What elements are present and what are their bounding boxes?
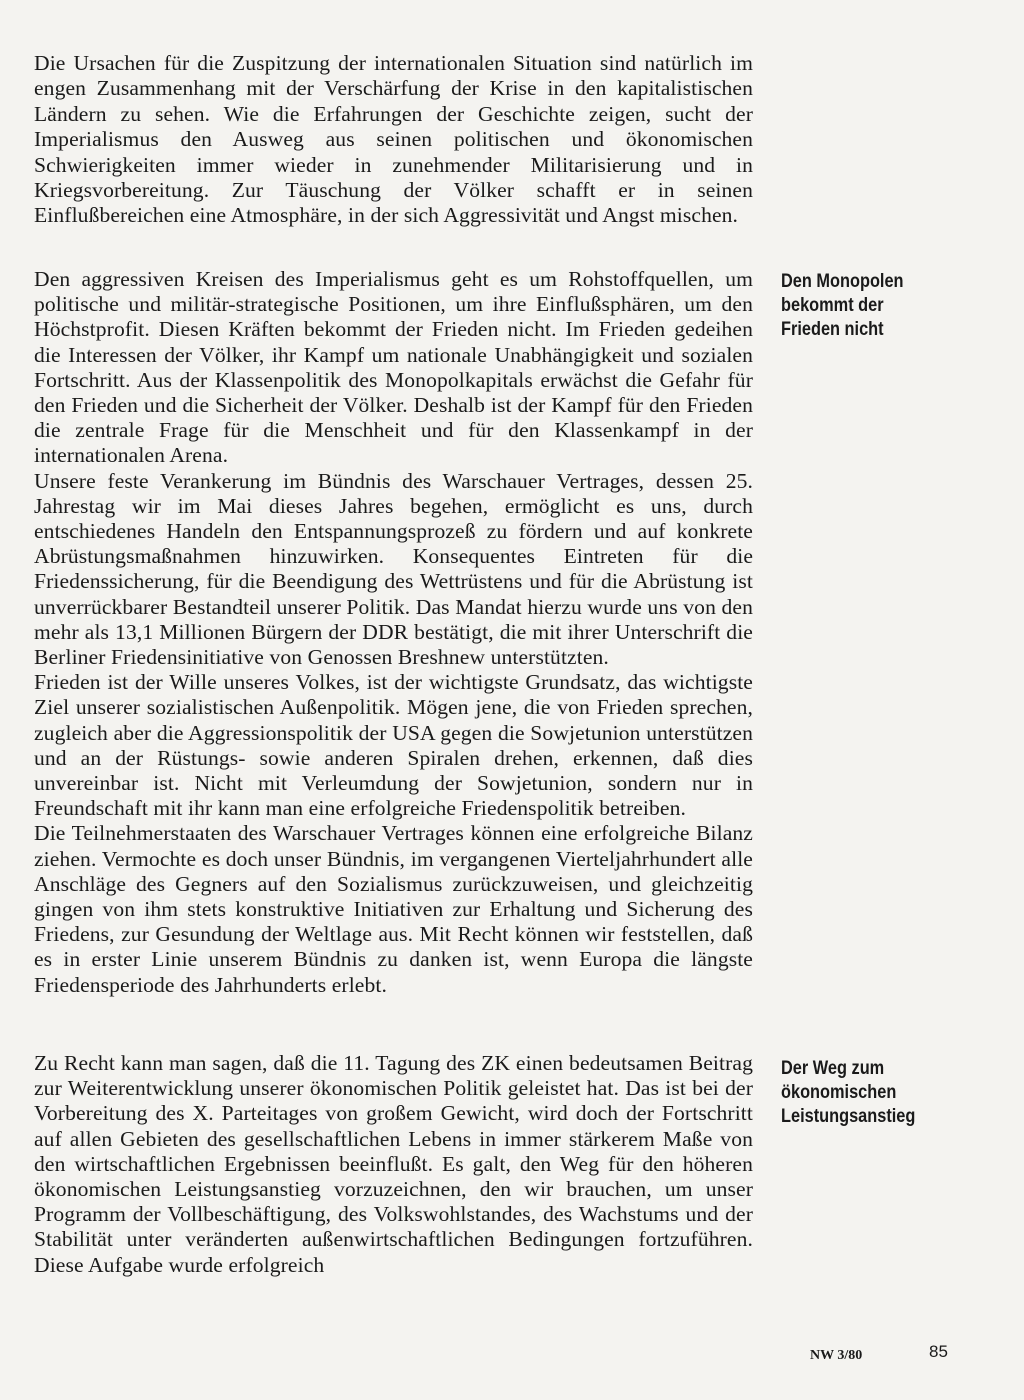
paragraph-economic-policy: Zu Recht kann man sagen, daß die 11. Tagung des ZK einen bedeutsamen Beitrag zur Weiterentwicklung unserer ökonomischen Politik geleistet hat. Das ist bei der Vorbereitung des X. Parteitages von großem Gewicht, wird doch der Fortschritt auf allen Gebieten des gesellschaftlichen Lebens in immer stärkerem Maße von den wirtschaftlichen Ergebnissen beeinflußt. Es galt, den Weg für den höheren ökonomischen Leistungsanstieg vorzuzeichnen, den wir brauchen, um unser Programm der Vollbeschäftigung, des Volkswohlstandes, des Wachstums und der Stabilität unter veränderten außenwirtschaftlichen Bedingungen fortzuführen. Diese Aufgabe wurde erfolgreich [34,1051,753,1277]
margin-heading-line: ökonomischen [781,1082,897,1103]
margin-heading-line: bekommt der [781,295,884,316]
margin-heading-line: Frieden nicht [781,319,884,340]
page-number: 85 [929,1342,948,1361]
paragraph-aggressive-circles: Den aggressiven Kreisen des Imperialismus geht es um Rohstoffquellen, um politische und militär-strategische Positionen, um ihre Einflußsphären, um den Höchstprofit. Diesen Kräften bekommt der Frieden nicht. Im Frieden gedeihen die Interessen der Völker, ihr Kampf um nationale Unabhängigkeit und sozialen Fortschritt. Aus der Klassenpolitik des Monopolkapitals erwächst die Gefahr für den Frieden und die Sicherheit der Völker. Deshalb ist der Kampf für den Frieden die zentrale Frage für die Menschheit und für den Klassenkampf in der internationalen Arena. [34,267,753,468]
margin-heading-line: Den Monopolen [781,271,904,292]
margin-heading-economic-growth [781,1057,953,1129]
paragraph-causes-of-tension: Die Ursachen für die Zuspitzung der internationalen Situation sind natürlich im engen Zusammenhang mit der Verschärfung der Krise in den kapitalistischen Ländern zu sehen. Wie die Erfahrungen der Geschichte zeigen, sucht der Imperialismus den Ausweg aus seinen politischen und ökonomischen Schwierigkeiten immer wieder in zunehmender Militarisierung und in Kriegsvorbereitung. Zur Täuschung der Völker schafft er in seinen Einflußbereichen eine Atmosphäre, in der sich Aggressivität und Angst mischen. [34,51,753,228]
paragraph-member-states: Die Teilnehmerstaaten des Warschauer Vertrages können eine erfolgreiche Bilanz ziehen. Vermochte es doch unser Bündnis, im vergangenen Vierteljahrhundert alle Anschläge des Gegners auf den Sozialismus zurückzuweisen, und gleichzeitig gingen von ihm stets konstruktive Initiativen zur Erhaltung und Sicherung des Friedens, zur Gesundung der Weltlage aus. Mit Recht können wir feststellen, daß es in erster Linie unserem Bündnis zu danken ist, wenn Europa die längste Friedensperiode des Jahrhunderts erlebt. [34,821,753,997]
margin-heading-line: Leistungsanstieg [781,1106,916,1127]
paragraph-peace-will: Frieden ist der Wille unseres Volkes, ist der wichtigste Grundsatz, das wichtigste Ziel unserer sozialistischen Außenpolitik. Mögen jene, die von Frieden sprechen, zugleich aber die Aggressionspolitik der USA gegen die Sowjetunion unterstützen und an der Rüstungs- sowie anderen Spiralen drehen, erkennen, daß dies unvereinbar ist. Nicht mit Verleumdung der Sowjetunion, sondern nur in Freundschaft mit ihr kann man eine erfolgreiche Friedenspolitik betreiben. [34,670,753,821]
section-monopolies [34,267,753,998]
journal-issue: NW 3/80 [810,1348,863,1363]
margin-heading-monopolies [781,270,953,342]
paragraph-warsaw-treaty: Unsere feste Verankerung im Bündnis des Warschauer Vertrages, dessen 25. Jahrestag wir im Mai dieses Jahres begehen, ermöglicht es uns, durch entschiedenes Handeln den Entspannungsprozeß zu fördern und auf konkrete Abrüstungsmaßnahmen hinzuwirken. Konsequentes Eintreten für die Friedenssicherung, für die Beendigung des Wettrüstens und für die Abrüstung ist unverrückbarer Bestandteil unserer Politik. Das Mandat hierzu wurde uns von den mehr als 13,1 Millionen Bürgern der DDR bestätigt, die mit ihrer Unterschrift die Berliner Friedensinitiative von Genossen Breshnew unterstützten. [34,468,753,670]
margin-heading-line: Der Weg zum [781,1058,885,1079]
